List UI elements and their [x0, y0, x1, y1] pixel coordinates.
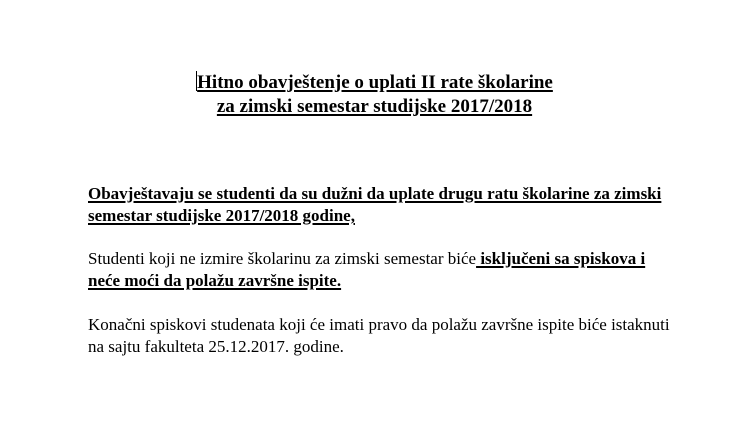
- notice-title-line-1-text: Hitno obavještenje o uplati II rate školarine: [197, 72, 553, 93]
- notice-title-line-1: [0, 71, 743, 95]
- notice-title-line-2: za zimski semestar studijske 2017/2018: [216, 96, 533, 117]
- notice-paragraph-consequence: [88, 248, 678, 292]
- consequence-emphasis-text: isključeni sa spiskova i neće moći da polažu završne ispite.: [88, 249, 646, 290]
- notice-paragraph-obligation: Obavještavaju se studenti da su dužni da uplate drugu ratu školarine za zimski semestar studijske 2017/2018 godine,: [88, 184, 662, 225]
- notice-title: [0, 71, 743, 119]
- notice-paragraph-final-lists: Konačni spiskovi studenata koji će imati pravo da polažu završne ispite biće istaknuti na sajtu fakulteta 25.12.2017. godine.: [88, 315, 670, 356]
- consequence-plain-text: Studenti koji ne izmire školarinu za zimski semestar biće: [88, 249, 477, 268]
